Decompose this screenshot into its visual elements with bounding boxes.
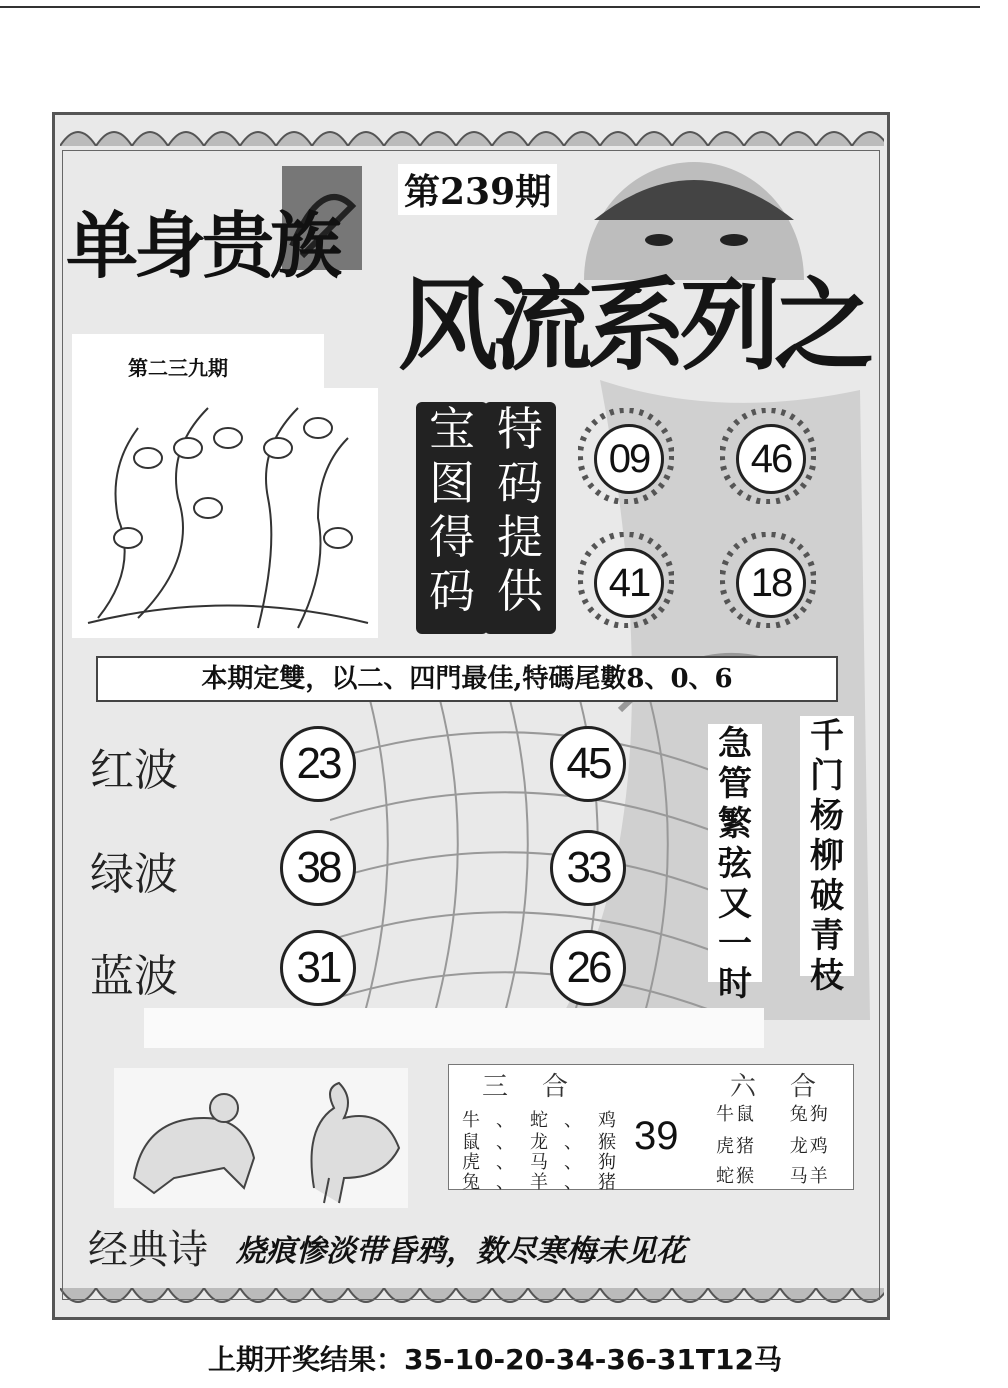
blue-wave-label: 蓝波	[90, 951, 178, 1002]
red-wave-number: 45	[550, 726, 626, 802]
blank-banner	[144, 1008, 764, 1048]
strip-char: 码	[497, 456, 543, 510]
poem-char: 急	[718, 724, 752, 764]
number-ball: 18	[736, 548, 806, 618]
sanhe-row: 虎、马、狗	[462, 1152, 632, 1173]
liuhe-row: 虎猪 龙鸡	[716, 1136, 830, 1157]
picture-caption: 第二三九期	[128, 356, 228, 380]
strip-char: 图	[429, 456, 475, 510]
liuhe-title: 六合	[730, 1072, 851, 1102]
red-wave-label: 红波	[90, 745, 178, 796]
poem-char: 千	[810, 716, 844, 756]
strip-char: 提	[497, 510, 543, 564]
green-wave-label: 绿波	[90, 849, 178, 900]
strip-char: 供	[497, 564, 543, 618]
poem-char: 枝	[810, 956, 844, 996]
poem-char: 破	[810, 876, 844, 916]
classic-poem-label: 经典诗	[88, 1227, 208, 1273]
sanhe-row: 牛、蛇、鸡	[462, 1110, 632, 1131]
treasure-map-strip	[416, 402, 488, 634]
poem-char: 管	[718, 764, 752, 804]
number-ball: 09	[594, 424, 664, 494]
poem-char: 柳	[810, 836, 844, 876]
poem-char: 杨	[810, 796, 844, 836]
liuhe-row: 牛鼠 兔狗	[716, 1104, 830, 1125]
blue-wave-number: 31	[280, 930, 356, 1006]
tree-illustration	[78, 388, 378, 638]
poem-char: 繁	[718, 804, 752, 844]
strip-char: 宝	[429, 402, 475, 456]
poem-char: 又	[718, 884, 752, 924]
number-ball: 41	[594, 548, 664, 618]
strip-char: 得	[429, 510, 475, 564]
sanhe-row: 兔、羊、猪	[462, 1172, 632, 1193]
issue-number: 第239期	[398, 164, 557, 215]
vertical-poem-right	[800, 716, 854, 996]
strip-char: 特	[497, 402, 543, 456]
poem-char: 时	[718, 964, 752, 1004]
sanhe-row: 鼠、龙、猴	[462, 1132, 632, 1153]
poem-char: 弦	[718, 844, 752, 884]
number-ball: 46	[736, 424, 806, 494]
red-wave-number: 23	[280, 726, 356, 802]
tiger-and-rooster-illustration	[114, 1068, 408, 1208]
last-draw-result: 上期开奖结果：35-10-20-34-36-31T12马	[208, 1343, 782, 1376]
liuhe-row: 蛇猴 马羊	[716, 1166, 830, 1187]
net-illustration	[330, 700, 710, 1030]
poem-char: 一	[718, 924, 752, 964]
strip-char: 码	[429, 564, 475, 618]
special-code-strip	[484, 402, 556, 634]
combo-number: 39	[634, 1114, 679, 1158]
series-title: 风流系列之	[398, 266, 868, 384]
sanhe-title: 三合	[482, 1072, 603, 1102]
top-rule	[0, 6, 980, 8]
vertical-poem-left	[708, 724, 762, 1004]
poem-char: 青	[810, 916, 844, 956]
blue-wave-number: 26	[550, 930, 626, 1006]
green-wave-number: 33	[550, 830, 626, 906]
classic-poem-text: 烧痕惨淡带昏鸦，数尽寒梅未见花	[236, 1234, 686, 1269]
poster-title: 单身贵族	[66, 203, 339, 288]
poem-char: 门	[810, 756, 844, 796]
top-scallop-border	[60, 118, 884, 146]
tip-banner: 本期定雙，以二、四門最佳,特碼尾數8、0、6	[96, 656, 838, 702]
green-wave-number: 38	[280, 830, 356, 906]
